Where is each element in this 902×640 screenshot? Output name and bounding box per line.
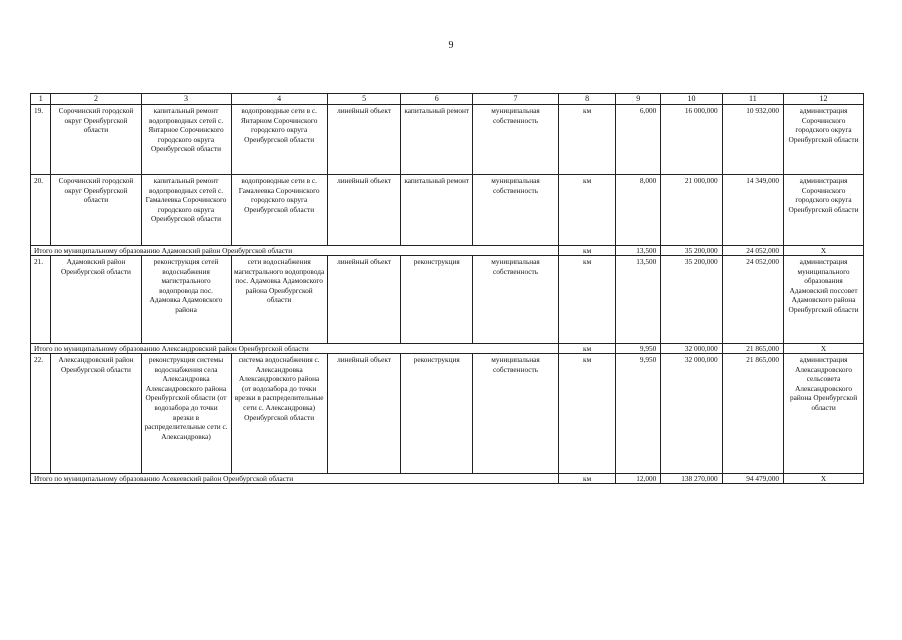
ownership-cell: муниципальная собственность [473, 105, 559, 175]
work-cell: реконструкция системы водоснабжения села Александровка Александровского района Оренбургской области (от водозабора до точки врезки в распределительные сети с. Александровка) [141, 354, 231, 474]
subsidy-cell: 21 865,000 [722, 344, 783, 354]
work-cell: капитальный ремонт водопроводных сетей с. Гамалеевка Сорочинского городского округа Оренбургской области [141, 175, 231, 246]
object-cell: водопроводные сети в с. Гамалеевка Сорочинского городского округа Оренбургской области [231, 175, 327, 246]
page-number: 9 [448, 40, 454, 51]
cost-cell: 138 270,000 [661, 474, 722, 484]
quantity-cell: 8,000 [616, 175, 661, 246]
subsidy-cell: 94 479,000 [722, 474, 783, 484]
header-row [31, 94, 864, 105]
total-row [31, 246, 864, 256]
subsidy-cell: 24 052,000 [722, 256, 783, 344]
total-label: Итого по муниципальному образованию Асекеевский район Оренбургской области [31, 474, 559, 484]
ownership-cell: муниципальная собственность [473, 354, 559, 474]
cost-cell: 35 200,000 [661, 246, 722, 256]
row-number: 19. [31, 105, 51, 175]
subsidy-cell: 10 932,000 [722, 105, 783, 175]
ownership-cell: муниципальная собственность [473, 175, 559, 246]
object-type-cell: линейный объект [327, 175, 401, 246]
row-number: 22. [31, 354, 51, 474]
col-header-7: 7 [473, 94, 559, 105]
col-header-2: 2 [51, 94, 141, 105]
col-header-11: 11 [722, 94, 783, 105]
row-number: 20. [31, 175, 51, 246]
work-kind-cell: капитальный ремонт [401, 105, 473, 175]
total-label: Итого по муниципальному образованию Александровский район Оренбургской области [31, 344, 559, 354]
col-header-12: 12 [784, 94, 864, 105]
customer-cell: администрация Сорочинского городского округа Оренбургской области [784, 175, 864, 246]
total-label: Итого по муниципальному образованию Адамовский район Оренбургской области [31, 246, 559, 256]
quantity-cell: 13,500 [616, 246, 661, 256]
object-cell: водопроводные сети в с. Янтарном Сорочинского городского округа Оренбургской области [231, 105, 327, 175]
col-header-9: 9 [616, 94, 661, 105]
customer-cell: Х [784, 246, 864, 256]
quantity-cell: 9,950 [616, 354, 661, 474]
municipality-cell: Александровский район Оренбургской области [51, 354, 141, 474]
col-header-1: 1 [31, 94, 51, 105]
customer-cell: администрация муниципального образования Адамовский поссовет Адамовского района Оренбургской области [784, 256, 864, 344]
customer-cell: Х [784, 474, 864, 484]
col-header-4: 4 [231, 94, 327, 105]
col-header-10: 10 [661, 94, 722, 105]
work-kind-cell: реконструкция [401, 256, 473, 344]
table-row [31, 256, 864, 344]
col-header-8: 8 [558, 94, 615, 105]
unit-cell: км [558, 105, 615, 175]
subsidy-cell: 24 052,000 [722, 246, 783, 256]
object-type-cell: линейный объект [327, 354, 401, 474]
table-row [31, 175, 864, 246]
unit-cell: км [558, 256, 615, 344]
object-cell: система водоснабжения с. Александровка Александровского района (от водозабора до точки врезки в распределительные сети с. Александровка) Оренбургской области [231, 354, 327, 474]
total-row [31, 474, 864, 484]
col-header-5: 5 [327, 94, 401, 105]
municipality-cell: Адамовский район Оренбургской области [51, 256, 141, 344]
customer-cell: администрация Александровского сельсовета Александровского района Оренбургской области [784, 354, 864, 474]
ownership-cell: муниципальная собственность [473, 256, 559, 344]
customer-cell: Х [784, 344, 864, 354]
work-cell: капитальный ремонт водопроводных сетей с. Янтарное Сорочинского городского округа Оренбургской области [141, 105, 231, 175]
object-type-cell: линейный объект [327, 256, 401, 344]
cost-cell: 16 000,000 [661, 105, 722, 175]
quantity-cell: 12,000 [616, 474, 661, 484]
subsidy-cell: 14 349,000 [722, 175, 783, 246]
work-cell: реконструкция сетей водоснабжения магистрального водопровода пос. Адамовка Адамовского района [141, 256, 231, 344]
col-header-3: 3 [141, 94, 231, 105]
work-kind-cell: капитальный ремонт [401, 175, 473, 246]
objects-table [30, 93, 864, 484]
unit-cell: км [558, 246, 615, 256]
object-cell: сети водоснабжения магистрального водопровода пос. Адамовка Адамовского района Оренбургской области [231, 256, 327, 344]
work-kind-cell: реконструкция [401, 354, 473, 474]
subsidy-cell: 21 865,000 [722, 354, 783, 474]
quantity-cell: 13,500 [616, 256, 661, 344]
municipality-cell: Сорочинский городской округ Оренбургской области [51, 105, 141, 175]
municipality-cell: Сорочинский городской округ Оренбургской области [51, 175, 141, 246]
cost-cell: 35 200,000 [661, 256, 722, 344]
unit-cell: км [558, 175, 615, 246]
object-type-cell: линейный объект [327, 105, 401, 175]
cost-cell: 32 000,000 [661, 354, 722, 474]
table-row [31, 354, 864, 474]
customer-cell: администрация Сорочинского городского округа Оренбургской области [784, 105, 864, 175]
unit-cell: км [558, 474, 615, 484]
total-row [31, 344, 864, 354]
quantity-cell: 9,950 [616, 344, 661, 354]
row-number: 21. [31, 256, 51, 344]
col-header-6: 6 [401, 94, 473, 105]
unit-cell: км [558, 344, 615, 354]
table-row [31, 105, 864, 175]
quantity-cell: 6,000 [616, 105, 661, 175]
cost-cell: 21 000,000 [661, 175, 722, 246]
cost-cell: 32 000,000 [661, 344, 722, 354]
unit-cell: км [558, 354, 615, 474]
